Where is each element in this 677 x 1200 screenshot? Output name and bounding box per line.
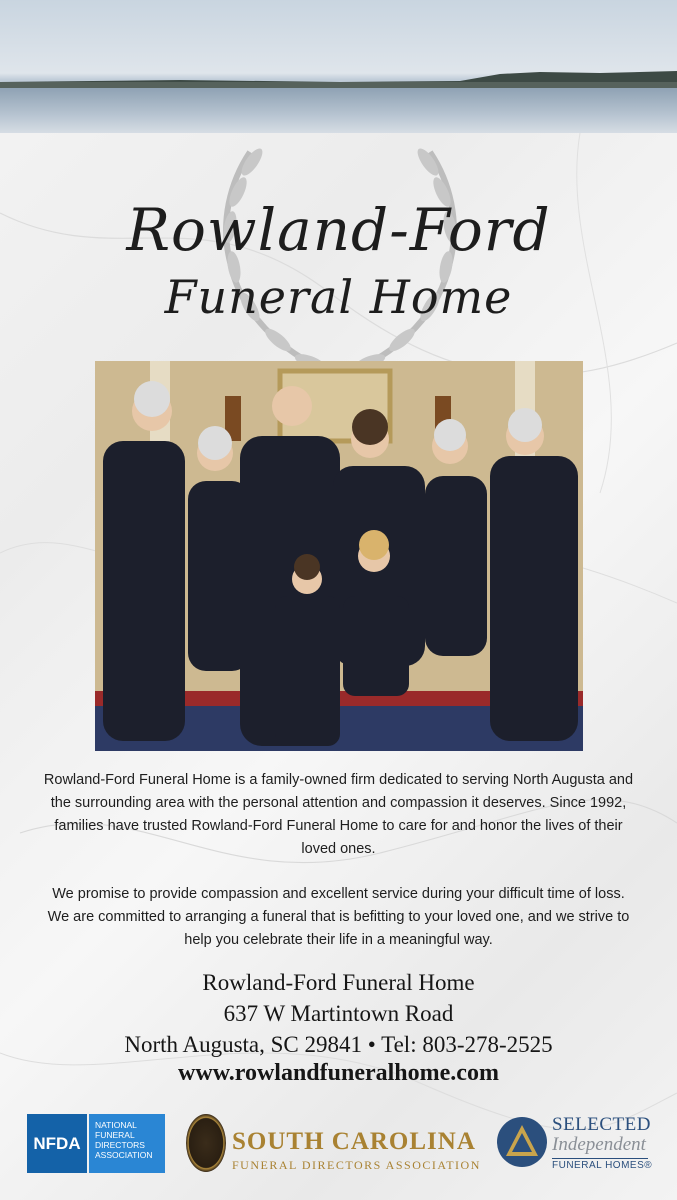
website-link[interactable]: www.rowlandfuneralhome.com [178, 1060, 499, 1086]
sifh-badge-icon [496, 1116, 548, 1168]
scfda-name: SOUTH CAROLINA [232, 1128, 476, 1155]
nfda-full-name: NATIONAL FUNERAL DIRECTORS ASSOCIATION [89, 1114, 165, 1173]
about-paragraph-1: Rowland-Ford Funeral Home is a family-owned firm dedicated to serving North Augusta and the surrounding area with the personal attention and compassion it deserves. Since 1992, families have trusted Rowland-Ford Funeral Home to care for and honor the lives of their loved ones. [43, 772, 634, 857]
sifh-divider [552, 1158, 648, 1159]
about-paragraph-2: We promise to provide compassion and excellent service during your difficult time of loss. We are committed to arranging a funeral that is befitting to your loved one, and we strive to help you celebrate their life in a meaningful way. [47, 886, 630, 948]
sifh-line-1: SELECTED [552, 1114, 651, 1135]
association-logos [0, 1110, 677, 1180]
selected-independent-logo [496, 1112, 666, 1176]
nfda-logo [27, 1114, 165, 1173]
contact-city-phone: North Augusta, SC 29841 • Tel: 803-278-2525 [124, 1032, 553, 1057]
sifh-line-3: FUNERAL HOMES® [552, 1160, 653, 1171]
lake-banner-image [0, 0, 677, 133]
sifh-line-2: Independent [552, 1134, 646, 1155]
contact-business-name: Rowland-Ford Funeral Home [202, 970, 475, 995]
scfda-subtitle: FUNERAL DIRECTORS ASSOCIATION [232, 1158, 481, 1172]
scfda-seal-icon [186, 1114, 226, 1172]
family-staff-photo [95, 361, 583, 751]
nfda-abbr: NFDA [27, 1114, 87, 1173]
scfda-logo [186, 1114, 481, 1174]
contact-street-address: 637 W Martintown Road [223, 1001, 454, 1026]
page-title-line-2: Funeral Home [164, 270, 513, 324]
page-title-line-1: Rowland-Ford [126, 196, 551, 264]
